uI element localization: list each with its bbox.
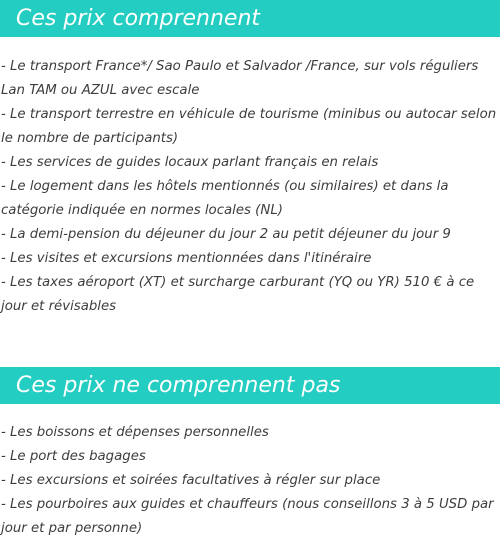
list-item: - Le transport France*/ Sao Paulo et Salvador /France, sur vols réguliers Lan TAM ou AZUL avec escale (1, 59, 479, 98)
excluded-section-title: Ces prix ne comprennent pas (0, 367, 500, 404)
list-item: - Les taxes aéroport (XT) et surcharge carburant (YQ ou YR) 510 € à ce jour et révisables (1, 275, 475, 314)
list-item: - Les pourboires aux guides et chauffeurs (nous conseillons 3 à 5 USD par jour et par personne) (1, 497, 494, 536)
list-item: - Les boissons et dépenses personnelles (1, 425, 269, 440)
list-item: - Les visites et excursions mentionnées dans l'itinéraire (1, 251, 372, 266)
included-items-list (0, 55, 500, 319)
list-item: - Le transport terrestre en véhicule de tourisme (minibus ou autocar selon le nombre de participants) (1, 107, 497, 146)
list-item: - Les excursions et soirées facultatives à régler sur place (1, 473, 381, 488)
included-section-title: Ces prix comprennent (0, 0, 500, 37)
list-item: - La demi-pension du déjeuner du jour 2 au petit déjeuner du jour 9 (1, 227, 451, 242)
list-item: - Le port des bagages (1, 449, 146, 464)
excluded-items-list (0, 421, 500, 541)
list-item: - Les services de guides locaux parlant français en relais (1, 155, 379, 170)
list-item: - Le logement dans les hôtels mentionnés (ou similaires) et dans la catégorie indiquée en normes locales (NL) (1, 179, 449, 218)
